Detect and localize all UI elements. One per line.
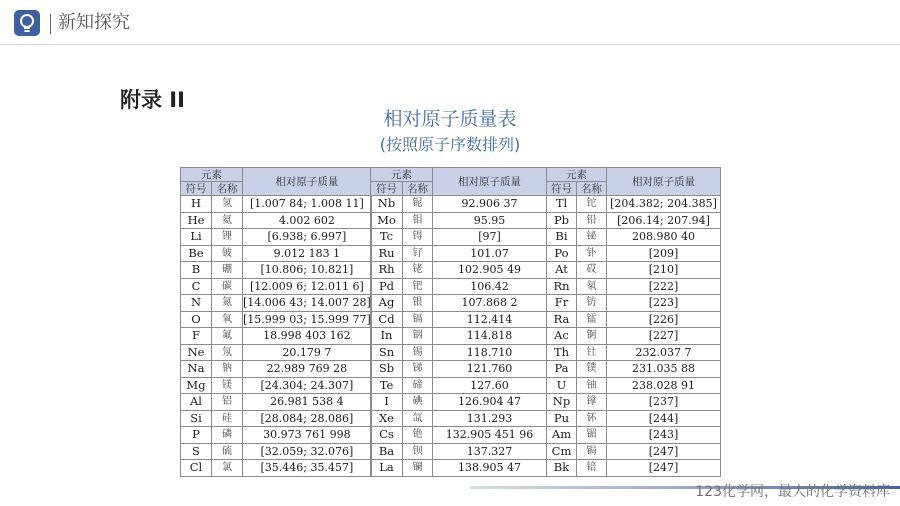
table-row: [371, 328, 547, 345]
table-row: [181, 443, 372, 460]
table-row: [371, 344, 547, 361]
element-symbol: Sn: [371, 344, 403, 361]
appendix-label: 附录 II: [120, 88, 185, 112]
atomic-mass: [14.006 43; 14.007 28]: [243, 296, 371, 310]
table-row: [547, 262, 721, 279]
element-name: 钍: [577, 344, 607, 361]
atomic-mass: 138.905 47: [433, 460, 547, 477]
table-row: [371, 394, 547, 411]
atomic-mass: 238.028 91: [607, 377, 721, 394]
element-name: 镅: [577, 427, 607, 444]
atomic-mass: 208.980 40: [607, 229, 721, 246]
element-name: 镎: [577, 394, 607, 411]
element-symbol: N: [181, 295, 212, 312]
element-symbol: Tc: [371, 229, 403, 246]
header-rule: [0, 44, 900, 45]
element-symbol: P: [181, 427, 212, 444]
atomic-mass: [32.059; 32.076]: [243, 443, 372, 460]
element-name: 镁: [212, 377, 243, 394]
table-row: [547, 460, 721, 477]
table-row: [547, 361, 721, 378]
table-row: [371, 427, 547, 444]
table-row: [547, 443, 721, 460]
table-row: [371, 460, 547, 477]
table-row: [181, 196, 372, 213]
atomic-mass: [210]: [607, 262, 721, 279]
element-name: 银: [403, 295, 433, 312]
table-row: [547, 328, 721, 345]
element-symbol: La: [371, 460, 403, 477]
element-name: 氢: [212, 196, 243, 213]
element-name: 钚: [577, 410, 607, 427]
element-symbol: Si: [181, 410, 212, 427]
element-name: 铊: [577, 196, 607, 213]
header-element: 元素: [371, 168, 433, 182]
atomic-mass: [226]: [607, 311, 721, 328]
table-row: [181, 245, 372, 262]
table-row: [181, 344, 372, 361]
element-symbol: Cm: [547, 443, 577, 460]
table-row: [547, 410, 721, 427]
element-symbol: Cl: [181, 460, 212, 477]
table-row: [181, 460, 372, 477]
table-row: [181, 262, 372, 279]
element-symbol: Be: [181, 245, 212, 262]
element-name: 氧: [212, 311, 243, 328]
atomic-mass: [35.446; 35.457]: [243, 460, 372, 477]
table-row: [371, 196, 547, 213]
table-row: [181, 394, 372, 411]
element-name: 镉: [403, 311, 433, 328]
atomic-mass: [28.084; 28.086]: [243, 410, 372, 427]
element-symbol: Cd: [371, 311, 403, 328]
atomic-mass: 106.42: [433, 278, 547, 295]
table-row: [181, 410, 372, 427]
atomic-mass: 118.710: [433, 344, 547, 361]
atomic-mass: [237]: [607, 394, 721, 411]
element-symbol: Ac: [547, 328, 577, 345]
element-symbol: Th: [547, 344, 577, 361]
element-name: 氟: [212, 328, 243, 345]
element-name: 磷: [212, 427, 243, 444]
atomic-mass: [209]: [607, 245, 721, 262]
atomic-mass: [223]: [607, 295, 721, 312]
header-symbol: 符号: [547, 182, 577, 196]
element-name: 锫: [577, 460, 607, 477]
table-row: [181, 212, 372, 229]
table-row: [371, 212, 547, 229]
table-subtitle: (按照原子序数排列): [379, 135, 521, 154]
element-name: 铍: [212, 245, 243, 262]
page-title: 新知探究: [58, 12, 130, 33]
atomic-mass-table-1: [180, 167, 372, 477]
element-name: 氯: [212, 460, 243, 477]
element-symbol: Nb: [371, 196, 403, 213]
element-symbol: C: [181, 278, 212, 295]
element-symbol: Am: [547, 427, 577, 444]
table-row: [371, 229, 547, 246]
element-symbol: Pb: [547, 212, 577, 229]
table-row: [371, 262, 547, 279]
element-symbol: Cs: [371, 427, 403, 444]
element-symbol: U: [547, 377, 577, 394]
element-symbol: Rh: [371, 262, 403, 279]
table-row: [547, 196, 721, 213]
header-mass: 相对原子质量: [433, 168, 547, 196]
atomic-mass: 22.989 769 28: [243, 361, 372, 378]
atomic-mass: 137.327: [433, 443, 547, 460]
element-name: 钯: [403, 278, 433, 295]
table-row: [547, 278, 721, 295]
header-name: 名称: [577, 182, 607, 196]
table-row: [371, 311, 547, 328]
element-name: 氙: [403, 410, 433, 427]
element-name: 铅: [577, 212, 607, 229]
element-name: 铟: [403, 328, 433, 345]
atomic-mass: 101.07: [433, 245, 547, 262]
element-symbol: O: [181, 311, 212, 328]
lightbulb-icon: [14, 10, 40, 36]
table-row: [181, 311, 372, 328]
element-name: 锂: [212, 229, 243, 246]
atomic-mass: 4.002 602: [243, 212, 372, 229]
element-name: 锑: [403, 361, 433, 378]
element-symbol: He: [181, 212, 212, 229]
table-row: [547, 427, 721, 444]
element-name: 氡: [577, 278, 607, 295]
element-name: 镧: [403, 460, 433, 477]
atomic-mass: [10.806; 10.821]: [243, 262, 372, 279]
element-symbol: In: [371, 328, 403, 345]
table-row: [371, 278, 547, 295]
element-name: 硅: [212, 410, 243, 427]
element-symbol: Li: [181, 229, 212, 246]
element-symbol: At: [547, 262, 577, 279]
header-name: 名称: [212, 182, 243, 196]
element-symbol: Pa: [547, 361, 577, 378]
element-symbol: Ra: [547, 311, 577, 328]
element-name: 铑: [403, 262, 433, 279]
element-symbol: Ru: [371, 245, 403, 262]
footer-watermark: 123化学网，最大的化学资料库: [695, 484, 890, 500]
element-symbol: Mg: [181, 377, 212, 394]
element-symbol: I: [371, 394, 403, 411]
atomic-mass-table-2: [370, 167, 547, 477]
element-name: 铀: [577, 377, 607, 394]
atomic-mass: [206.14; 207.94]: [607, 212, 721, 229]
atomic-mass: [12.009 6; 12.011 6]: [243, 278, 372, 295]
atomic-mass: 112.414: [433, 311, 547, 328]
header-symbol: 符号: [181, 182, 212, 196]
atomic-mass: [1.007 84; 1.008 11]: [243, 196, 372, 213]
atomic-mass: 127.60: [433, 377, 547, 394]
element-name: 钫: [577, 295, 607, 312]
element-name: 碲: [403, 377, 433, 394]
table-row: [371, 410, 547, 427]
atomic-mass: 232.037 7: [607, 344, 721, 361]
header-symbol: 符号: [371, 182, 403, 196]
table-row: [181, 229, 372, 246]
element-symbol: Po: [547, 245, 577, 262]
element-symbol: Mo: [371, 212, 403, 229]
table-row: [181, 295, 372, 312]
table-row: [371, 443, 547, 460]
table-row: [371, 377, 547, 394]
element-symbol: Sb: [371, 361, 403, 378]
element-name: 砹: [577, 262, 607, 279]
atomic-mass: 107.868 2: [433, 295, 547, 312]
element-name: 锝: [403, 229, 433, 246]
element-name: 钌: [403, 245, 433, 262]
atomic-mass: [247]: [607, 460, 721, 477]
atomic-mass: 92.906 37: [433, 196, 547, 213]
atomic-mass: 132.905 451 96: [433, 427, 547, 444]
atomic-mass: [15.999 03; 15.999 77]: [243, 312, 371, 326]
atomic-mass: 18.998 403 162: [243, 328, 372, 345]
element-name: 碳: [212, 278, 243, 295]
element-name: 锡: [403, 344, 433, 361]
table-row: [181, 361, 372, 378]
element-name: 镭: [577, 311, 607, 328]
atomic-mass: [222]: [607, 278, 721, 295]
element-name: 镤: [577, 361, 607, 378]
element-symbol: Xe: [371, 410, 403, 427]
atomic-mass: 102.905 49: [433, 262, 547, 279]
header-mass: 相对原子质量: [607, 168, 721, 196]
element-name: 铯: [403, 427, 433, 444]
table-row: [181, 427, 372, 444]
element-name: 铝: [212, 394, 243, 411]
element-symbol: F: [181, 328, 212, 345]
table-row: [371, 295, 547, 312]
element-name: 钡: [403, 443, 433, 460]
header-divider: [50, 14, 51, 34]
atomic-mass: 30.973 761 998: [243, 427, 372, 444]
element-symbol: Te: [371, 377, 403, 394]
element-name: 碘: [403, 394, 433, 411]
header: [0, 0, 900, 46]
table-row: [371, 361, 547, 378]
table-row: [547, 377, 721, 394]
element-symbol: Ne: [181, 344, 212, 361]
element-name: 铌: [403, 196, 433, 213]
atomic-mass: 114.818: [433, 328, 547, 345]
atomic-mass: 231.035 88: [607, 361, 721, 378]
atomic-mass: 126.904 47: [433, 394, 547, 411]
table-row: [181, 278, 372, 295]
table-row: [547, 212, 721, 229]
table-title: 相对原子质量表: [383, 108, 517, 130]
header-element: 元素: [547, 168, 607, 182]
atomic-mass: [227]: [607, 328, 721, 345]
element-symbol: Np: [547, 394, 577, 411]
element-symbol: Al: [181, 394, 212, 411]
atomic-mass: 95.95: [433, 212, 547, 229]
element-symbol: Bi: [547, 229, 577, 246]
element-name: 铋: [577, 229, 607, 246]
element-symbol: Ba: [371, 443, 403, 460]
table-row: [547, 229, 721, 246]
table-row: [181, 328, 372, 345]
element-name: 锔: [577, 443, 607, 460]
atomic-mass: [6.938; 6.997]: [243, 229, 372, 246]
element-symbol: Tl: [547, 196, 577, 213]
element-symbol: B: [181, 262, 212, 279]
element-name: 钼: [403, 212, 433, 229]
atomic-mass: [24.304; 24.307]: [243, 377, 372, 394]
element-name: 硫: [212, 443, 243, 460]
atomic-mass-table-3: [546, 167, 721, 477]
table-row: [547, 394, 721, 411]
element-name: 氖: [212, 344, 243, 361]
atomic-mass: [204.382; 204.385]: [607, 196, 721, 213]
atomic-mass: 131.293: [433, 410, 547, 427]
element-name: 钠: [212, 361, 243, 378]
atomic-mass: [97]: [433, 229, 547, 246]
header-element: 元素: [181, 168, 243, 182]
table-row: [547, 311, 721, 328]
element-symbol: Pu: [547, 410, 577, 427]
element-symbol: Na: [181, 361, 212, 378]
element-name: 硼: [212, 262, 243, 279]
atomic-mass: 121.760: [433, 361, 547, 378]
element-symbol: Bk: [547, 460, 577, 477]
element-name: 氮: [212, 295, 243, 312]
atomic-mass: 9.012 183 1: [243, 245, 372, 262]
element-name: 钋: [577, 245, 607, 262]
element-name: 氦: [212, 212, 243, 229]
header-mass: 相对原子质量: [243, 168, 372, 196]
element-symbol: H: [181, 196, 212, 213]
table-row: [547, 344, 721, 361]
atomic-mass: 20.179 7: [243, 344, 372, 361]
atomic-mass: [243]: [607, 427, 721, 444]
table-row: [547, 295, 721, 312]
atomic-mass: [247]: [607, 443, 721, 460]
table-row: [547, 245, 721, 262]
element-symbol: Pd: [371, 278, 403, 295]
element-symbol: Ag: [371, 295, 403, 312]
table-row: [371, 245, 547, 262]
header-name: 名称: [403, 182, 433, 196]
element-symbol: S: [181, 443, 212, 460]
element-symbol: Fr: [547, 295, 577, 312]
element-symbol: Rn: [547, 278, 577, 295]
table-row: [181, 377, 372, 394]
atomic-mass: 26.981 538 4: [243, 394, 372, 411]
atomic-mass: [244]: [607, 410, 721, 427]
element-name: 锕: [577, 328, 607, 345]
